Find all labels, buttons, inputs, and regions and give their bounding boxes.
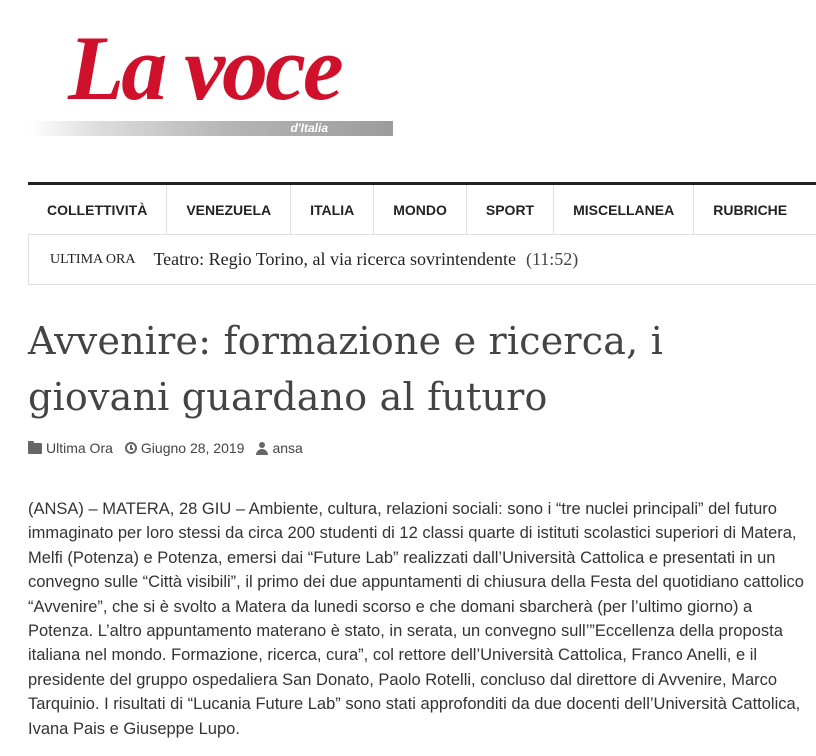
nav-item-sport[interactable]: SPORT: [467, 185, 554, 234]
user-icon: [256, 442, 268, 455]
breaking-news-ticker: [28, 235, 816, 285]
clock-icon: [125, 442, 137, 454]
logo-subtitle: d'Italia: [290, 121, 328, 135]
nav-item-collettivita[interactable]: COLLETTIVITÀ: [28, 185, 167, 234]
meta-date-label: Giugno 28, 2019: [140, 440, 245, 456]
meta-category-label[interactable]: Ultima Ora: [46, 440, 113, 456]
nav-item-rubriche[interactable]: RUBRICHE: [713, 201, 788, 218]
meta-author-label[interactable]: ansa: [272, 440, 303, 456]
folder-icon: [28, 443, 42, 454]
nav-item-miscellanea[interactable]: MISCELLANEA: [554, 185, 694, 234]
ticker-headline-link[interactable]: Teatro: Regio Torino, al via ricerca sovrintendente: [153, 249, 516, 269]
main-nav: [28, 182, 816, 235]
ticker-time: (11:52): [525, 249, 579, 269]
ticker-label: ULTIMA ORA: [50, 251, 136, 267]
meta-category[interactable]: [28, 440, 113, 456]
meta-author[interactable]: [256, 440, 302, 456]
meta-date: [125, 440, 245, 456]
site-logo[interactable]: [28, 17, 398, 142]
nav-item-italia[interactable]: ITALIA: [291, 185, 374, 234]
nav-item-venezuela[interactable]: VENEZUELA: [167, 185, 291, 234]
article-headline: Avvenire: formazione e ricerca, i giovani guardano al futuro: [28, 319, 664, 419]
nav-item-mondo[interactable]: MONDO: [374, 185, 467, 234]
logo-title: La voce: [68, 17, 341, 119]
logo-bar: [28, 121, 393, 136]
article-meta: [28, 438, 315, 458]
article-body: (ANSA) – MATERA, 28 GIU – Ambiente, cultura, relazioni sociali: sono i “tre nuclei principali” del futuro immaginato per loro stessi da circa 200 studenti di 12 classi quarte di istituti scolastici superiori di Matera, Melfi (Potenza) e Potenza, emersi dai “Future Lab” realizzati dall’Università Cattolica e presentati in un convegno sulle “Città visibili”, il primo dei due appuntamenti di chiusura della Festa del quotidiano cattolico “Avvenire”, che si è svolto a Matera da lunedi scorso e che domani sbarcherà (per l’ultimo giorno) a Potenza. L’altro appuntamento materano è stato, in serata, un convegno sull’”Eccellenza della proposta italiana nel mondo. Formazione, ricerca, cura”, col rettore dell’Università Cattolica, Franco Anelli, e il presidente del gruppo ospedaliera San Donato, Paolo Rotelli, concluso dal direttore di Avvenire, Marco Tarquinio. I risultati di “Lucania Future Lab” sono stati approfonditi da due docenti dell’Università Cattolica, Ivana Pais e Giuseppe Lupo.: [28, 500, 804, 738]
